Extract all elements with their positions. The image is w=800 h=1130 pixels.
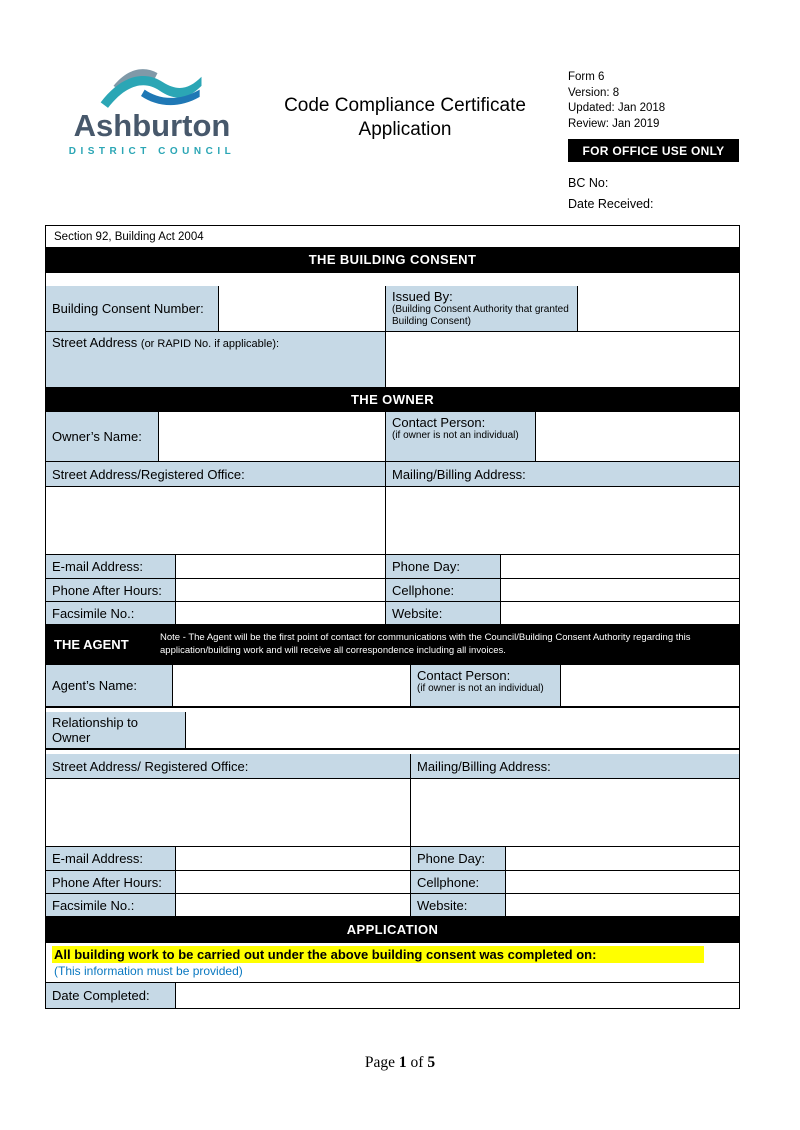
owner-email-label: E-mail Address: [46, 555, 176, 579]
form-review: Review: Jan 2019 [568, 117, 660, 130]
spacer-row [46, 272, 739, 273]
bc-street-address-label [46, 332, 386, 388]
agent-website-label: Website: [411, 894, 506, 917]
owner-mailing-address-field[interactable] [386, 487, 739, 555]
owner-contact-person-note: (if owner is not an individual) [392, 430, 519, 441]
bc-street-address-field[interactable] [386, 332, 739, 388]
agent-relationship-label: Relationship to Owner [46, 712, 186, 749]
agent-phone-day-label: Phone Day: [411, 847, 506, 871]
owner-name-field[interactable] [159, 412, 386, 462]
owner-website-field[interactable] [501, 602, 739, 625]
form-updated: Updated: Jan 2018 [568, 102, 666, 115]
agent-contact-person-label [411, 665, 561, 707]
footer-of-word: of [410, 1054, 424, 1071]
owner-name-label: Owner’s Name: [46, 412, 159, 462]
agent-contact-person-field[interactable] [561, 665, 739, 707]
owner-phone-day-label: Phone Day: [386, 555, 501, 579]
agent-website-field[interactable] [506, 894, 739, 917]
spacer-row [46, 749, 739, 750]
footer-total-pages: 5 [427, 1054, 436, 1071]
agent-street-address-field[interactable] [46, 779, 411, 847]
owner-contact-person-field[interactable] [536, 412, 739, 462]
owner-facsimile-field[interactable] [176, 602, 386, 625]
owner-cellphone-field[interactable] [501, 579, 739, 602]
logo-name: Ashburton [73, 108, 231, 143]
agent-phone-day-field[interactable] [506, 847, 739, 871]
bc-no-label: BC No: [568, 176, 609, 190]
spacer-row [46, 707, 739, 708]
issued-by-note: (Building Consent Authority that granted Building Consent) [392, 304, 569, 327]
owner-contact-person-label [386, 412, 536, 462]
footer-page-word: Page [364, 1054, 396, 1071]
agent-name-label: Agent’s Name: [46, 665, 173, 707]
owner-phone-day-field[interactable] [501, 555, 739, 579]
agent-contact-person-label-text: Contact Person: [417, 668, 511, 683]
agent-name-field[interactable] [173, 665, 411, 707]
agent-cellphone-field[interactable] [506, 871, 739, 894]
form-meta [568, 70, 665, 132]
page-footer [0, 1054, 800, 1072]
date-received-label: Date Received: [568, 197, 654, 211]
document-title [238, 94, 572, 142]
owner-facsimile-label: Facsimile No.: [46, 602, 176, 625]
agent-mailing-address-field[interactable] [411, 779, 739, 847]
section-header-application: APPLICATION [46, 917, 739, 943]
section-header-agent [46, 625, 739, 665]
application-highlight-text: All building work to be carried out under the above building consent was completed on: [52, 946, 704, 963]
consent-number-field[interactable] [219, 286, 386, 332]
form-version: Version: 8 [568, 86, 620, 99]
agent-phone-after-hours-field[interactable] [176, 871, 411, 894]
date-completed-field[interactable] [176, 983, 739, 1008]
application-form-table [45, 225, 740, 1009]
consent-number-label: Building Consent Number: [46, 286, 219, 332]
application-note: (This information must be provided) [54, 964, 243, 978]
owner-website-label: Website: [386, 602, 501, 625]
logo-waves-icon [97, 62, 207, 108]
agent-relationship-field[interactable] [186, 712, 739, 749]
agent-mailing-address-label: Mailing/Billing Address: [411, 754, 739, 779]
footer-page-number: 1 [398, 1054, 407, 1071]
application-statement-cell [46, 943, 739, 983]
issued-by-label-text: Issued By: [392, 289, 453, 304]
section-header-building-consent: THE BUILDING CONSENT [46, 248, 739, 272]
office-use-banner: FOR OFFICE USE ONLY [568, 139, 739, 162]
doc-title-line1: Code Compliance Certificate [284, 95, 526, 116]
agent-contact-person-note: (if owner is not an individual) [417, 683, 544, 694]
section-note: Section 92, Building Act 2004 [46, 226, 739, 248]
form-number: Form 6 [568, 71, 605, 83]
agent-email-label: E-mail Address: [46, 847, 176, 871]
owner-phone-after-hours-field[interactable] [176, 579, 386, 602]
owner-email-field[interactable] [176, 555, 386, 579]
owner-street-address-field[interactable] [46, 487, 386, 555]
agent-facsimile-field[interactable] [176, 894, 411, 917]
section-header-owner: THE OWNER [46, 388, 739, 412]
agent-cellphone-label: Cellphone: [411, 871, 506, 894]
agent-facsimile-label: Facsimile No.: [46, 894, 176, 917]
doc-title-line2: Application [358, 118, 452, 140]
agent-phone-after-hours-label: Phone After Hours: [46, 871, 176, 894]
date-completed-label: Date Completed: [46, 983, 176, 1008]
owner-street-address-label: Street Address/Registered Office: [46, 462, 386, 487]
owner-mailing-address-label: Mailing/Billing Address: [386, 462, 739, 487]
bc-street-address-label-text: Street Address [52, 335, 138, 350]
logo-subtitle: DISTRICT COUNCIL [68, 145, 236, 157]
owner-phone-after-hours-label: Phone After Hours: [46, 579, 176, 602]
owner-contact-person-label-text: Contact Person: [392, 415, 486, 430]
agent-street-address-label: Street Address/ Registered Office: [46, 754, 411, 779]
agent-email-field[interactable] [176, 847, 411, 871]
header [0, 0, 800, 225]
issued-by-label [386, 286, 578, 332]
bc-street-address-note: (or RAPID No. if applicable): [140, 338, 280, 350]
owner-cellphone-label: Cellphone: [386, 579, 501, 602]
agent-header-text: THE AGENT [54, 637, 129, 652]
issued-by-field[interactable] [578, 286, 739, 332]
agent-header-note: Note - The Agent will be the first point of contact for communications with the Council/Building Consent Authority regarding this application/building work and will receive all correspondence including all invoices. [160, 632, 691, 656]
council-logo [66, 62, 238, 157]
